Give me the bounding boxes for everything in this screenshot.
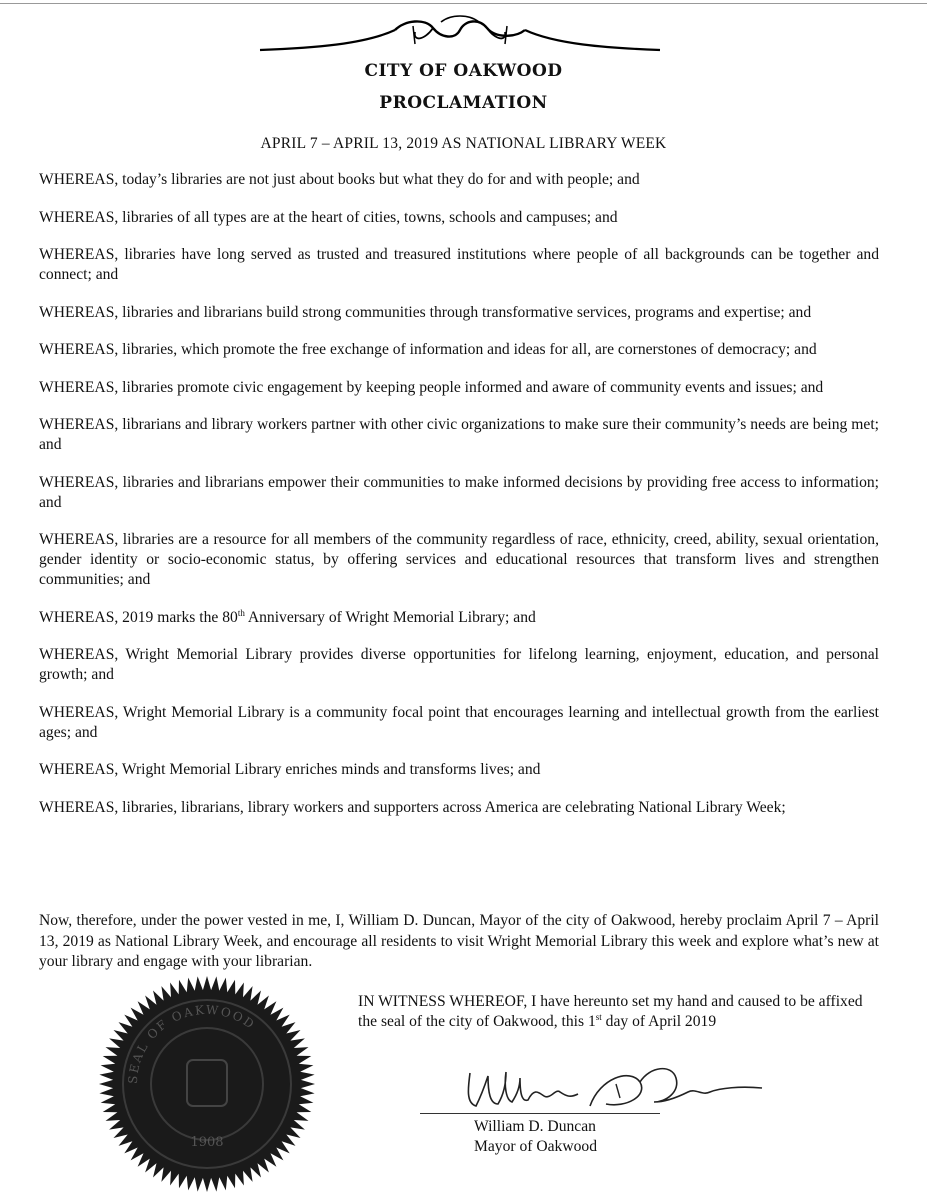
proclamation-statement: Now, therefore, under the power vested in me, I, William D. Duncan, Mayor of the city of Oakwood, hereby proclaim April 7 – April 13, 2019 as National Library Week, and encourage all residents to visit Wright Memorial Library this week and explore what’s new at your library and engage with your librarian. (39, 912, 879, 970)
whereas-clause: WHEREAS, Wright Memorial Library provides diverse opportunities for lifelong learning, enjoyment, education, and personal growth; and (39, 646, 879, 683)
whereas-clause: WHEREAS, libraries and librarians build strong communities through transformative services, programs and expertise; and (39, 303, 812, 321)
city-title: CITY OF OAKWOOD (364, 61, 563, 81)
signer-title: Mayor of Oakwood (474, 1138, 597, 1155)
proclamation-title: PROCLAMATION (379, 93, 548, 113)
whereas-clause: WHEREAS, libraries are a resource for all members of the community regardless of race, ethnicity, creed, ability, sexual orientation, gender identity or socio-economic status, by offering services and educational resources that transform lives and strengthen communities; and (39, 531, 879, 588)
whereas-clause: WHEREAS, libraries promote civic engagement by keeping people informed and aware of community events and issues; and (39, 378, 824, 396)
seal-ring-text: SEAL OF OAKWOOD (125, 1002, 259, 1085)
whereas-clause: WHEREAS, Wright Memorial Library enriches minds and transforms lives; and (39, 761, 541, 778)
whereas-clause: WHEREAS, librarians and library workers partner with other civic organizations to make sure their community’s needs are being met; and (39, 416, 879, 453)
whereas-anniversary: WHEREAS, 2019 marks the 80th Anniversary of Wright Memorial Library; and (39, 607, 536, 626)
signer-name: William D. Duncan (474, 1118, 596, 1135)
whereas-clause: WHEREAS, libraries, which promote the free exchange of information and ideas for all, are cornerstones of democracy; and (39, 341, 817, 358)
whereas-clause: WHEREAS, Wright Memorial Library is a community focal point that encourages learning and intellectual growth from the earliest ages; and (39, 703, 879, 741)
whereas-clause: WHEREAS, libraries have long served as trusted and treasured institutions where people of all backgrounds can be together and connect; and (39, 246, 879, 283)
whereas-clause: WHEREAS, libraries and librarians empower their communities to make informed decisions by providing free access to information; and (39, 473, 879, 511)
proclamation-subtitle: APRIL 7 – APRIL 13, 2019 AS NATIONAL LIBRARY WEEK (260, 135, 667, 152)
seal-year: 1908 (190, 1135, 224, 1150)
whereas-clause: WHEREAS, libraries, librarians, library workers and supporters across America are celebrating National Library Week; (39, 798, 786, 816)
whereas-clauses (39, 170, 879, 835)
city-seal-icon (97, 974, 317, 1194)
witness-statement: IN WITNESS WHEREOF, I have hereunto set my hand and caused to be affixed the seal of the city of Oakwood, this 1st day of April 2019 (358, 993, 863, 1030)
signature-line (420, 1113, 660, 1114)
signer-block (474, 1117, 597, 1157)
page-top-edge (0, 3, 927, 4)
flourish-ornament (255, 10, 665, 58)
whereas-clause: WHEREAS, today’s libraries are not just about books but what they do for and with people; and (39, 171, 640, 188)
whereas-clause: WHEREAS, libraries of all types are at the heart of cities, towns, schools and campuses; and (39, 208, 618, 226)
mayor-signature (440, 1058, 770, 1118)
